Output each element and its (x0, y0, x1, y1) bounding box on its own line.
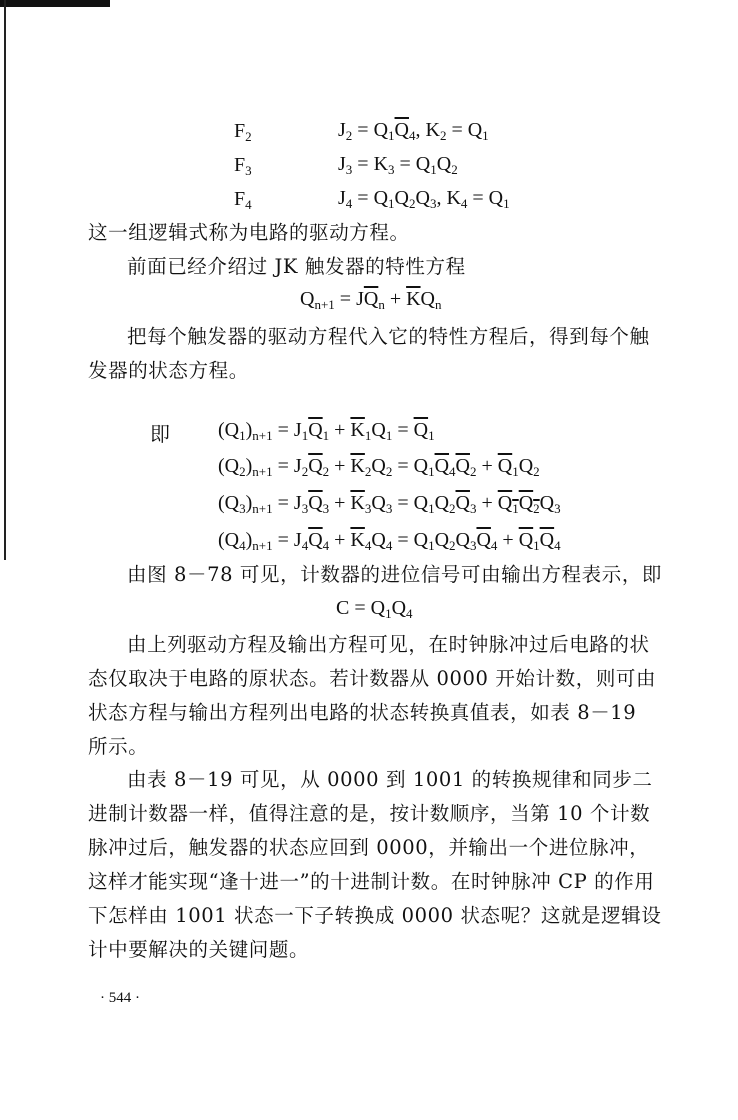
state-eq-q1: $(Q_1)_{n+1} = J_1\overline{Q}_1 + \overline{K}_1Q_1 = \overline{Q}_1$ (218, 419, 435, 443)
carry-output-equation: $C = Q_1Q_4$ (336, 597, 413, 621)
drive-eq-f3: $J_3 = K_3 = Q_1Q_2$ (338, 153, 458, 177)
eq-label-f2: $F_2$ (234, 120, 252, 144)
jk-characteristic-equation: $Q_{n+1} = J\overline{Q}_n + \overline{K}Q_n$ (300, 288, 442, 312)
label-ji: 即 (150, 424, 170, 446)
state-eq-q2: $(Q_2)_{n+1} = J_2\overline{Q}_2 + \overline{K}_2Q_2 = Q_1\overline{Q}_4\overline{Q}_2 + \overline{Q}_1Q_2$ (218, 455, 540, 479)
paragraph-state-table: 由上列驱动方程及输出方程可见，在时钟脉冲过后电路的状态仅取决于电路的原状态。若计数器从 0000 开始计数，则可由状态方程与输出方程列出电路的状态转换真值表，如表 8－19 所示。 (88, 633, 657, 758)
drive-eq-f4: $J_4 = Q_1Q_2Q_3$, $K_4 = Q_1$ (338, 187, 510, 211)
paragraph-drive-equation: 这一组逻辑式称为电路的驱动方程。 (88, 221, 410, 244)
scan-artifact-bar (0, 0, 110, 7)
paragraph-jk-intro: 前面已经介绍过 JK 触发器的特性方程 (127, 255, 466, 278)
paragraph-carry: 由图 8－78 可见，计数器的进位信号可由输出方程表示，即 (127, 563, 663, 586)
paragraph-substitute: 把每个触发器的驱动方程代入它的特性方程后，得到每个触发器的状态方程。 (88, 325, 650, 382)
page-number: · 544 · (100, 990, 140, 1006)
eq-label-f3: $F_3$ (234, 154, 252, 178)
state-eq-q4: $(Q_4)_{n+1} = J_4\overline{Q}_4 + \overline{K}_4Q_4 = Q_1Q_2Q_3\overline{Q}_4 + \overline{Q}_1\overline{Q}_4$ (218, 529, 561, 553)
drive-eq-f2: $J_2 = Q_1\overline{Q}_4$, $K_2 = Q_1$ (338, 119, 489, 143)
state-eq-q3: $(Q_3)_{n+1} = J_3\overline{Q}_3 + \overline{K}_3Q_3 = Q_1Q_2\overline{Q}_3 + Q_1Q_2Q_3$ (218, 492, 561, 516)
scan-artifact-edge (4, 0, 6, 560)
eq-label-f4: $F_4$ (234, 188, 252, 212)
paragraph-conclusion: 由表 8－19 可见，从 0000 到 1001 的转换规律和同步二进制计数器一样，值得注意的是，按计数顺序，当第 10 个计数脉冲过后，触发器的状态应回到 0000，并输出一个进位脉冲，这样才能实现“逢十进一”的十进制计数。在时钟脉冲 CP 的作用下怎样由 1001 状态一下子转换成 0000 状态呢？这就是逻辑设计中要解决的关键问题。 (88, 768, 662, 961)
